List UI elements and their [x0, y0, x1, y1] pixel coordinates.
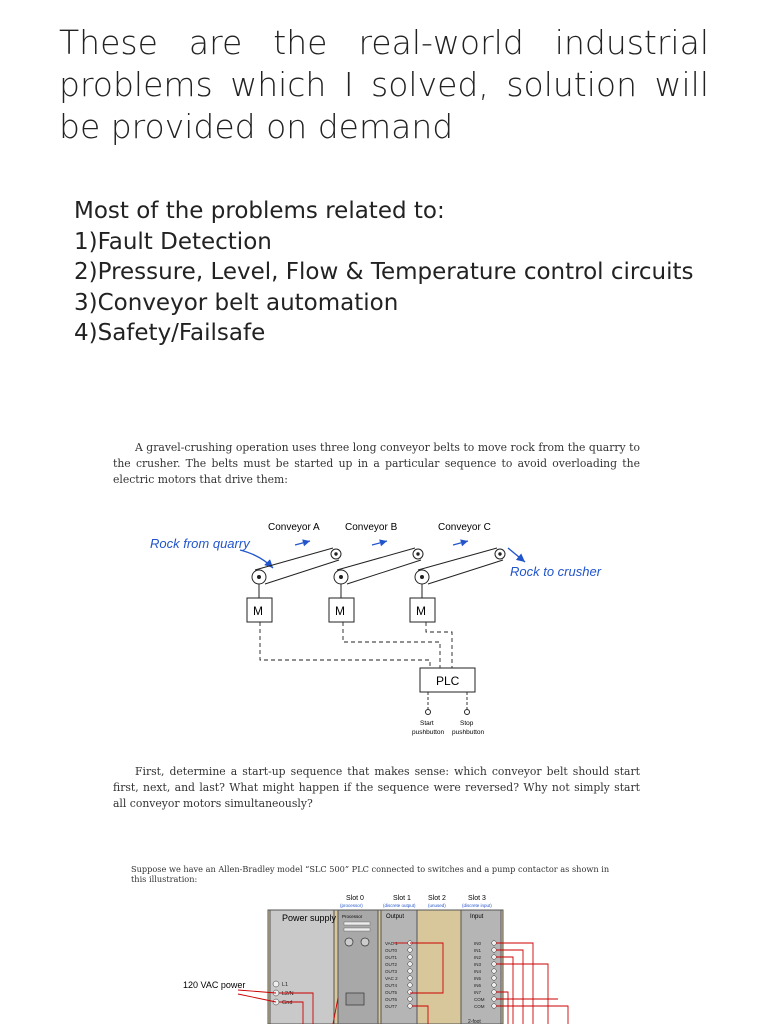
conveyor-c-label: Conveyor C	[438, 522, 491, 533]
topic-item: 2)Pressure, Level, Flow & Temperature control circuits	[74, 259, 694, 285]
svg-text:OUT4: OUT4	[385, 983, 398, 988]
svg-text:OUT6: OUT6	[385, 997, 398, 1002]
svg-text:IN3: IN3	[474, 962, 482, 967]
topic-item: 1)Fault Detection	[74, 228, 272, 255]
plc-rack-diagram	[178, 890, 578, 1024]
svg-text:(processor): (processor)	[340, 903, 363, 908]
problem1-question: First, determine a start-up sequence that makes sense: which conveyor belt should start first, next, and last? What might happen if the sequence were reversed? Why not simply start all conveyor motors simultaneously?	[113, 765, 640, 810]
svg-text:IN1: IN1	[474, 948, 482, 953]
slot2-label: Slot 2	[428, 895, 446, 902]
conveyor-diagram	[140, 510, 620, 745]
rock-out-arrow	[508, 548, 525, 562]
svg-text:Input: Input	[470, 914, 484, 920]
svg-text:IN4: IN4	[474, 969, 482, 974]
svg-text:Output: Output	[386, 914, 405, 920]
svg-text:OUT0: OUT0	[385, 948, 398, 953]
problem-topics	[74, 196, 693, 349]
svg-text:VAC 2: VAC 2	[385, 976, 398, 981]
svg-text:Processor: Processor	[342, 914, 363, 919]
slot1-label: Slot 1	[393, 895, 411, 902]
svg-text:L2/N: L2/N	[282, 991, 294, 997]
power-supply-label: Power supply	[282, 913, 337, 923]
svg-text:M: M	[335, 604, 345, 618]
svg-text:2-foot: 2-foot	[468, 1019, 481, 1024]
svg-text:M: M	[253, 604, 263, 618]
svg-text:IN7: IN7	[474, 990, 482, 995]
slot3-label: Slot 3	[468, 895, 486, 902]
svg-text:IN2: IN2	[474, 955, 482, 960]
rock-from-quarry-label: Rock from quarry	[150, 536, 250, 551]
svg-text:M: M	[416, 604, 426, 618]
svg-text:OUT3: OUT3	[385, 969, 398, 974]
svg-text:pushbutton: pushbutton	[452, 729, 485, 736]
svg-text:(discrete output): (discrete output)	[383, 903, 416, 908]
plc-label: PLC	[436, 674, 460, 688]
svg-text:(discrete input): (discrete input)	[462, 903, 492, 908]
svg-text:OUT5: OUT5	[385, 990, 398, 995]
rock-to-crusher-label: Rock to crusher	[510, 564, 602, 579]
svg-text:VAC 1: VAC 1	[385, 941, 398, 946]
topic-item: 4)Safety/Failsafe	[74, 320, 266, 346]
svg-text:IN6: IN6	[474, 983, 482, 988]
power-label: 120 VAC power	[183, 980, 246, 990]
svg-text:L1: L1	[282, 982, 289, 988]
svg-text:OUT2: OUT2	[385, 962, 398, 967]
svg-text:IN0: IN0	[474, 941, 482, 946]
topic-item: 3)Conveyor belt automation	[74, 289, 399, 316]
conveyor-belt-b	[334, 548, 423, 584]
stop-pushbutton-label: Stop	[460, 720, 474, 727]
conveyor-belt-c	[415, 548, 505, 584]
slot0-label: Slot 0	[346, 895, 364, 902]
svg-text:COM: COM	[474, 1004, 485, 1009]
conveyor-a-label: Conveyor A	[268, 522, 320, 533]
page-title: These are the real-world industrial problems which I solved, solution will be provided on demand	[59, 23, 709, 146]
svg-text:IN5: IN5	[474, 976, 482, 981]
power-supply-module	[270, 910, 334, 1024]
svg-text:OUT1: OUT1	[385, 955, 398, 960]
svg-text:OUT7: OUT7	[385, 1004, 398, 1009]
svg-text:pushbutton: pushbutton	[412, 729, 445, 736]
problem1-text: A gravel-crushing operation uses three long conveyor belts to move rock from the quarry to the crusher. The belts must be started up in a particular sequence to avoid overloading the electric motors that drive them:	[113, 441, 640, 486]
svg-text:(unused): (unused)	[428, 903, 446, 908]
problem2-text: Suppose we have an Allen-Bradley model “SLC 500” PLC connected to switches and a pump contactor as shown in this illustration:	[131, 864, 610, 884]
conveyor-belt-a	[252, 548, 341, 584]
start-pushbutton-label: Start	[420, 720, 434, 727]
svg-text:COM: COM	[474, 997, 485, 1002]
conveyor-b-label: Conveyor B	[345, 522, 398, 533]
processor-module	[338, 910, 378, 1024]
topics-heading: Most of the problems related to:	[74, 198, 445, 224]
svg-text:Gnd: Gnd	[282, 1000, 293, 1006]
rock-in-arrow	[240, 550, 273, 568]
